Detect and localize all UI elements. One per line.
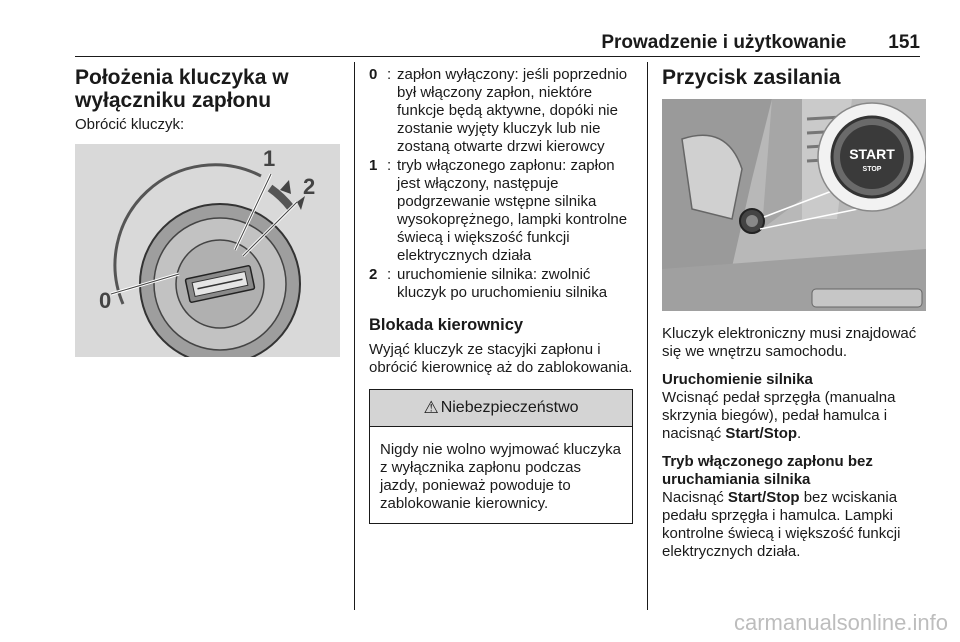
page-header <box>75 28 920 57</box>
position-sep: : <box>387 66 392 83</box>
steering-lock-text: Wyjąć kluczyk ze stacyjki zapłonu i obrócić kierownicę aż do zablokowania. <box>369 341 633 376</box>
column-position-definitions <box>369 66 633 524</box>
warning-header <box>370 390 632 427</box>
watermark: carmanualsonline.info <box>733 610 948 635</box>
column-power-button <box>662 66 926 561</box>
column-divider-2 <box>647 62 648 610</box>
start-label: START <box>849 146 895 162</box>
start-engine-heading: Uruchomienie silnika <box>662 371 813 388</box>
warning-box <box>369 389 633 524</box>
position-item <box>369 157 633 265</box>
position-text: tryb włączonego zapłonu: zapłon jest włączony, następuje podgrzewanie wstępne silnika wysokoprężnego, lampki kontrolne świecą i większość funkcji elektrycznych działa <box>397 157 628 264</box>
position-label-1: 1 <box>263 146 276 171</box>
ignition-mode-text-pre: Nacisnąć <box>662 489 728 506</box>
start-engine-text-pre: Wcisnąć pedał sprzęgła (manualna skrzynia biegów), pedał hamulca i nacisnąć <box>662 389 896 442</box>
section-heading: Przycisk zasilania <box>662 66 841 89</box>
ignition-mode-text-post: bez wciskania pedału sprzęgła i hamulca. Lampki kontrolne świecą i większość funkcji elektrycznych działa. <box>662 489 901 560</box>
ignition-switch-illustration <box>75 144 340 357</box>
warning-text: Nigdy nie wolno wyjmować kluczyka z wyłącznika zapłonu podczas jazdy, ponieważ powoduje to zablokowanie kierownicy. <box>380 441 621 512</box>
warning-triangle-icon: ⚠ <box>423 398 439 417</box>
position-sep: : <box>387 157 392 174</box>
key-note: Kluczyk elektroniczny musi znajdować się we wnętrzu samochodu. <box>662 325 917 360</box>
ignition-mode-heading: Tryb włączonego zapłonu bez uruchamiania silnika <box>662 453 873 488</box>
position-label-0: 0 <box>99 288 112 313</box>
power-button-figure <box>662 99 926 311</box>
steering-lock-heading: Blokada kierownicy <box>369 316 524 334</box>
section-heading: Położenia kluczyka w wyłączniku zapłonu <box>75 66 289 112</box>
intro-text: Obrócić kluczyk: <box>75 116 185 133</box>
dashboard-illustration <box>662 99 926 311</box>
position-key: 2 <box>369 266 378 283</box>
start-engine-text <box>662 389 926 443</box>
warning-body <box>370 427 632 523</box>
ignition-key-figure <box>75 144 340 357</box>
position-text: zapłon wyłączony: jeśli poprzednio był włączony zapłon, niektóre funkcje będą aktywne, dopóki nie zostanie wyjęty kluczyk lub nie zostaną otwarte drzwi kierowcy <box>397 66 628 155</box>
start-engine-text-post: . <box>797 425 802 442</box>
ignition-mode-text <box>662 489 926 561</box>
position-item <box>369 266 633 302</box>
position-label-2: 2 <box>303 174 316 199</box>
stop-label: STOP <box>862 166 882 173</box>
column-ignition-positions <box>75 66 340 357</box>
position-text: uruchomienie silnika: zwolnić kluczyk po uruchomieniu silnika <box>397 266 608 301</box>
chapter-title: Prowadzenie i użytkowanie <box>601 32 847 53</box>
start-stop-term: Start/Stop <box>725 425 798 442</box>
position-item <box>369 66 633 156</box>
start-stop-term: Start/Stop <box>727 489 800 506</box>
column-divider-1 <box>354 62 355 610</box>
position-key: 1 <box>369 157 378 174</box>
position-sep: : <box>387 266 392 283</box>
position-key: 0 <box>369 66 378 83</box>
warning-title: Niebezpieczeństwo <box>440 399 579 416</box>
page-number: 151 <box>888 32 920 53</box>
